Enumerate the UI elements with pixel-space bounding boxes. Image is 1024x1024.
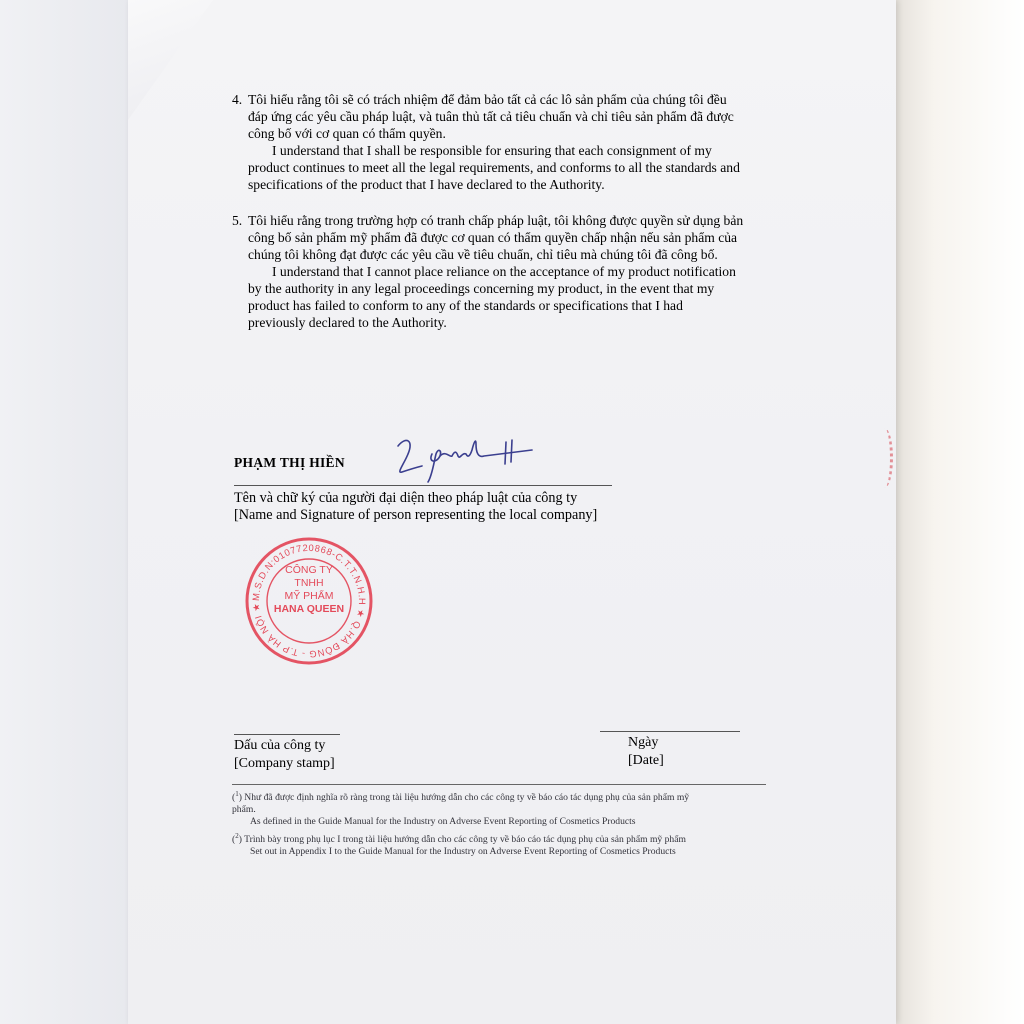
signature-label-vi: Tên và chữ ký của người đại diện theo pháp luật của công ty	[234, 490, 578, 506]
clause-4	[232, 91, 802, 193]
clause-4-en-line-1: I understand that I shall be responsible for ensuring that each consignment of my	[272, 143, 712, 158]
footnote-1-en: As defined in the Guide Manual for the Industry on Adverse Event Reporting of Cosmetics Products	[250, 816, 636, 828]
clause-5-number: 5.	[232, 213, 243, 228]
footnote-1: ($^1$) Như đã được định nghĩa rõ ràng trong tài liệu hướng dẫn cho các công ty về báo cáo tác dụng phụ của sản phẩm mỹ phẩm. As defined in the Guide Manual for the Industry on Adverse Event Reporting of Cosmetics Products	[232, 788, 812, 828]
clause-5-en-line-4: previously declared to the Authority.	[248, 315, 447, 330]
footnote-1-vi-b: phẩm.	[232, 804, 256, 816]
footnote-separator	[232, 784, 766, 785]
footnote-1-mark: 1	[235, 790, 239, 798]
date-label-en: [Date]	[628, 753, 664, 768]
signature-line	[234, 485, 612, 486]
clause-5-vi-line-2: công bố sản phẩm mỹ phẩm đã được cơ quan có thẩm quyền chấp nhận nếu sản phẩm của	[248, 230, 738, 245]
clause-4-en-line-2: product continues to meet all the legal requirements, and conforms to all the standards and	[248, 160, 740, 175]
handwritten-signature	[392, 432, 542, 484]
seal-line-2: TNHH	[294, 577, 324, 589]
background-right	[896, 0, 1024, 1024]
clause-5-vi-line-3: chúng tôi không đạt được các yêu cầu về tiêu chuẩn, chỉ tiêu mà chúng tôi đã công bố.	[248, 247, 718, 262]
signature-label-en: [Name and Signature of person representing the local company]	[234, 507, 598, 523]
clause-5	[232, 212, 802, 331]
company-stamp-label-vi: Dấu của công ty	[234, 738, 326, 753]
footnote-2-vi: Trình bày trong phụ lục I trong tài liệu hướng dẫn cho các công ty về báo cáo tác dụng phụ của sản phẩm mỹ phẩm	[244, 834, 686, 846]
company-stamp-label-en: [Company stamp]	[234, 756, 335, 771]
signatory-name: PHẠM THỊ HIỀN	[234, 455, 345, 470]
clause-4-en-line-3: specifications of the product that I have declared to the Authority.	[248, 177, 605, 192]
seal-line-3: MỸ PHẨM	[284, 590, 334, 602]
footnote-2-en: Set out in Appendix I to the Guide Manual for the Industry on Adverse Event Reporting of Cosmetics Products	[250, 846, 676, 858]
clause-4-number: 4.	[232, 92, 243, 107]
date-line	[600, 731, 740, 732]
date-label-vi: Ngày	[628, 735, 659, 750]
footnote-1-vi-a: Như đã được định nghĩa rõ ràng trong tài liệu hướng dẫn cho các công ty về báo cáo tác dụng phụ của sản phẩm mỹ	[244, 792, 690, 804]
clause-4-vi-line-1: Tôi hiểu rằng tôi sẽ có trách nhiệm để đảm bảo tất cả các lô sản phẩm của chúng tôi đều	[248, 92, 727, 107]
clause-5-en-line-2: by the authority in any legal proceedings concerning my product, in the event that my	[248, 281, 715, 296]
clause-5-en-line-1: I understand that I cannot place reliance on the acceptance of my product notification	[272, 264, 736, 279]
edge-stamp-mark	[876, 428, 893, 488]
background-left	[0, 0, 128, 1024]
clause-4-vi-line-3: công bố với cơ quan có thẩm quyền.	[248, 126, 446, 141]
seal-center-text	[262, 564, 356, 616]
company-stamp-line	[234, 734, 340, 735]
company-seal	[244, 536, 374, 666]
footnote-2-mark: 2	[235, 832, 239, 840]
seal-line-1: CÔNG TY	[285, 564, 333, 576]
seal-ring-text: M.S.D.N:0107720868-C.T.T.N.H.H ★ Q.HÀ ĐÔNG - T.P HÀ NỘI ★	[249, 541, 369, 661]
clause-5-vi-line-1: Tôi hiểu rằng trong trường hợp có tranh chấp pháp luật, tôi không được quyền sử dụng bản	[248, 213, 744, 228]
clause-5-en-line-3: product has failed to conform to any of the standards or specifications that I had	[248, 298, 683, 313]
clause-4-vi-line-2: đáp ứng các yêu cầu pháp luật, và tuân thủ tất cả tiêu chuẩn và chỉ tiêu sản phẩm đã được	[248, 109, 734, 124]
seal-line-4: HANA QUEEN	[273, 603, 345, 615]
footnote-2: ($^2$) Trình bày trong phụ lục I trong tài liệu hướng dẫn cho các công ty về báo cáo tác dụng phụ của sản phẩm mỹ phẩm Set out in Appendix I to the Guide Manual for the Industry on Adverse Event Reporting of Cosmetics Products	[232, 830, 812, 858]
